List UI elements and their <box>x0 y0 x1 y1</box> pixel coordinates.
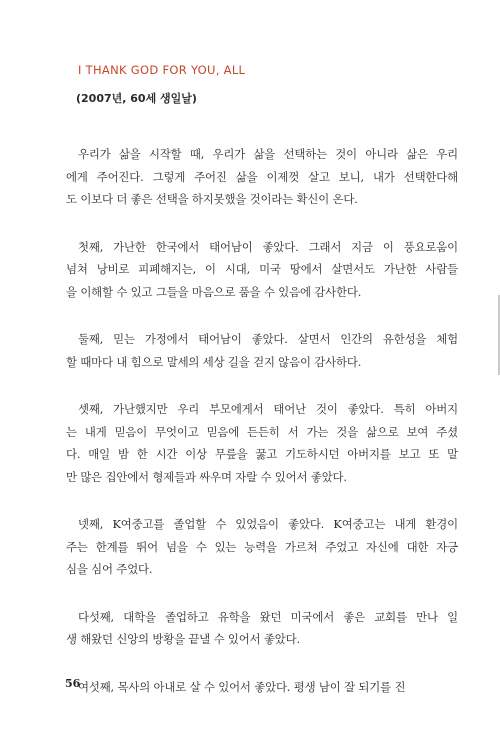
paragraph <box>66 676 458 699</box>
body-text <box>66 143 458 723</box>
page-number: 56 <box>65 677 81 690</box>
chapter-title: I THANK GOD FOR YOU, ALL <box>78 63 246 77</box>
text-line: 넘쳐 낭비로 피폐해지는, 이 시대, 미국 땅에서 살면서도 가난한 사람들 <box>66 262 458 276</box>
text-line: 만 많은 집안에서 형제들과 싸우며 자랄 수 있어서 좋았다. <box>66 469 347 484</box>
paragraph <box>66 143 458 211</box>
text-line: 을 이해할 수 있고 그들을 마음으로 품을 수 있음에 감사한다. <box>66 284 362 299</box>
text-line: 생 해왔던 신앙의 방황을 끝낼 수 있어서 좋았다. <box>66 632 300 646</box>
text-line: 할 때마다 내 힘으로 말세의 세상 길을 걷지 않음이 감사하다. <box>66 354 362 369</box>
text-line: 첫째, 가난한 한국에서 태어남이 좋았다. 그래서 지금 이 풍요로움이 <box>78 239 458 254</box>
paragraph <box>66 513 458 581</box>
text-line: 둘째, 믿는 가정에서 태어남이 좋았다. 살면서 인간의 유한성을 체험 <box>78 332 458 346</box>
text-line: 넷째, K여중고를 졸업할 수 있었음이 좋았다. K여중고는 내게 환경이 <box>78 517 458 531</box>
text-line: 다. 매일 밤 한 시간 이상 무릎을 꿇고 기도하시던 아버지를 보고 또 말 <box>66 447 458 461</box>
text-line: 우리가 삶을 시작할 때, 우리가 삶을 선택하는 것이 아니라 삶은 우리 <box>78 147 458 161</box>
text-line: 다섯째, 대학을 졸업하고 유학을 왔던 미국에서 좋은 교회를 만나 일 <box>78 609 458 624</box>
paragraph <box>66 328 458 373</box>
text-line: 여섯째, 목사의 아내로 살 수 있어서 좋았다. 평생 남이 잘 되기를 진 <box>78 679 406 694</box>
paragraph <box>66 398 458 488</box>
paragraph <box>66 606 458 651</box>
text-line: 셋째, 가난했지만 우리 부모에게서 태어난 것이 좋았다. 특히 아버지 <box>78 402 458 416</box>
text-line: 는 내게 믿음이 무엇이고 믿음에 든든히 서 가는 것을 삶으로 보여 주셨 <box>66 424 458 439</box>
text-line: 에게 주어진다. 그렇게 주어진 삶을 이제껏 살고 보니, 내가 선택한다해 <box>66 169 458 184</box>
text-line: 심을 심어 주었다. <box>66 562 153 576</box>
paragraph <box>66 236 458 304</box>
chapter-subtitle: (2007년, 60세 생일날) <box>76 92 197 105</box>
text-line: 도 이보다 더 좋은 선택을 하지못했을 것이라는 확신이 온다. <box>66 192 358 206</box>
text-line: 주는 한계를 뛰어 넘을 수 있는 능력을 가르쳐 주었고 자신에 대한 자긍 <box>66 539 458 554</box>
